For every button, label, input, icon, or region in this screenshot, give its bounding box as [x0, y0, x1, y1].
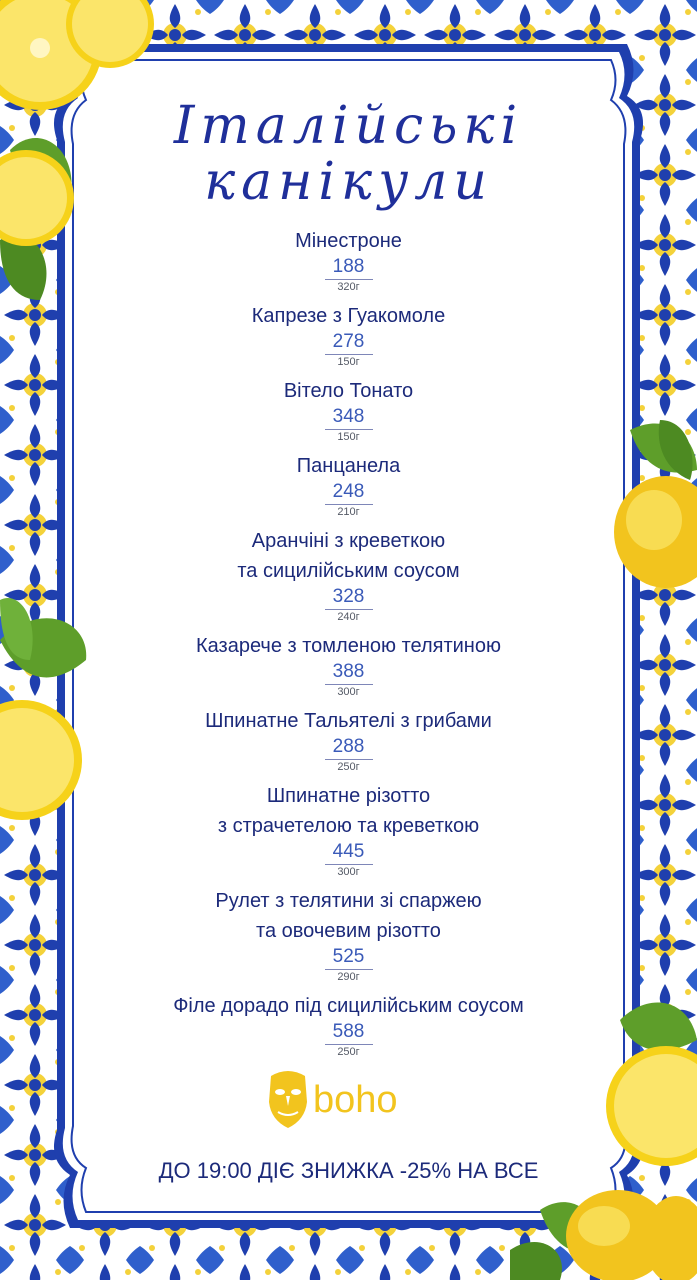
dish-weight: 250г [337, 761, 360, 773]
dish-name: Вітело Тонато [283, 380, 414, 402]
dish-weight: 250г [337, 1046, 360, 1058]
menu-item [120, 376, 577, 444]
price-block [325, 661, 373, 685]
menu-list [120, 226, 577, 1066]
dish-name: Мінестроне [295, 230, 402, 252]
mask-icon [265, 1068, 311, 1130]
dish-price: 248 [332, 481, 365, 502]
menu-item [120, 301, 577, 369]
dish-weight: 300г [337, 866, 360, 878]
dish-weight: 240г [337, 611, 360, 623]
dish-price: 348 [332, 406, 365, 427]
brand-logo [0, 1066, 697, 1132]
title-line-2: канікули [204, 152, 493, 212]
price-block [325, 481, 373, 505]
dish-name: Панцанела [296, 455, 401, 477]
menu-item [120, 991, 577, 1059]
price-block [325, 331, 373, 355]
menu-item [120, 451, 577, 519]
price-block [325, 256, 373, 280]
menu-item [120, 706, 577, 774]
dish-name: Рулет з телятини зі спаржею [215, 890, 482, 912]
dish-name: Аранчіні з креветкою [251, 530, 446, 552]
dish-name-line-2: та сицилійським соусом [237, 560, 460, 582]
title-line-1: Італійські [173, 96, 524, 156]
dish-weight: 150г [337, 431, 360, 443]
dish-price: 328 [332, 586, 365, 607]
dish-price: 278 [332, 331, 365, 352]
dish-name: Казарече з томленою телятиною [196, 635, 501, 657]
price-block [325, 406, 373, 430]
promo-banner: ДО 19:00 ДІЄ ЗНИЖКА -25% НА ВСЕ [158, 1158, 539, 1183]
price-block [325, 946, 373, 970]
dish-weight: 150г [337, 356, 360, 368]
dish-price: 525 [332, 946, 365, 967]
dish-weight: 300г [337, 686, 360, 698]
menu-item [120, 526, 577, 624]
dish-name: Капрезе з Гуакомоле [251, 305, 446, 327]
menu-item [120, 631, 577, 699]
dish-price: 288 [332, 736, 365, 757]
lemon-whole-bottom-right-icon [566, 1190, 697, 1280]
dish-price: 388 [332, 661, 365, 682]
dish-price: 188 [332, 256, 365, 277]
dish-name-line-2: з страчетелою та креветкою [217, 815, 480, 837]
dish-name: Шпинатне різотто [266, 785, 431, 807]
menu-item [120, 886, 577, 984]
dish-name-line-2: та овочевим різотто [256, 920, 441, 942]
dish-name: Філе дорадо під сицилійським соусом [173, 995, 524, 1017]
logo-wordmark: boho [313, 1079, 398, 1121]
price-block [325, 736, 373, 760]
dish-weight: 210г [337, 506, 360, 518]
dish-price: 445 [332, 841, 365, 862]
menu-item [120, 781, 577, 879]
dish-weight: 320г [337, 281, 360, 293]
dish-name: Шпинатне Тальятелі з грибами [205, 710, 492, 732]
price-block [325, 841, 373, 865]
dish-price: 588 [332, 1021, 365, 1042]
dish-weight: 290г [337, 971, 360, 983]
price-block [325, 586, 373, 610]
menu-item [120, 226, 577, 294]
price-block [325, 1021, 373, 1045]
